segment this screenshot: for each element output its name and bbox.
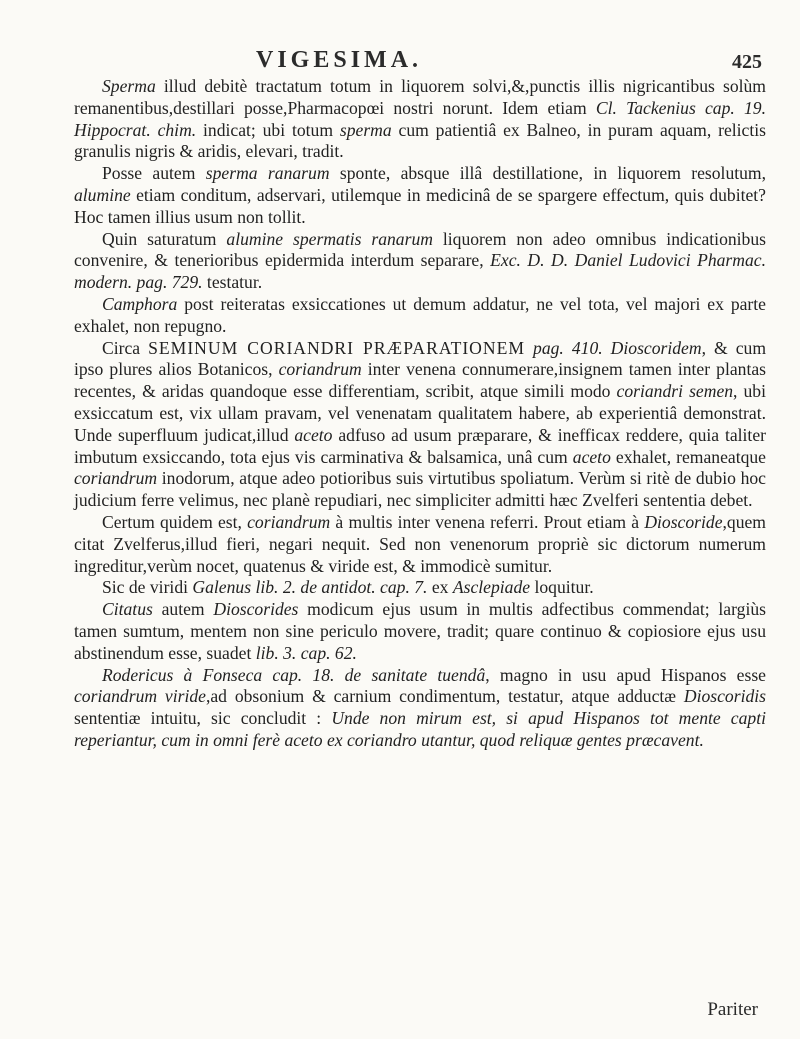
italic-run: alumine spermatis ranarum — [226, 228, 433, 249]
running-head — [0, 47, 800, 77]
italic-run: Citatus — [102, 599, 153, 620]
italic-run: aceto — [572, 446, 611, 467]
italic-run: pag. 410. Dioscoridem — [533, 337, 702, 358]
text-run: inter venena connumerare,insignem tamen inter plantas recentes, & aridas quandoque esse differentiam, scribit, atque simili modo — [74, 359, 766, 402]
text-run: autem — [152, 599, 214, 620]
text-run: post reiteratas exsiccationes ut demum addatur, ne vel tota, vel majori ex parte exhalet, non repugno. — [74, 293, 766, 336]
text-run: Sic de viridi — [102, 577, 193, 598]
text-run: Quin saturatum — [102, 228, 227, 249]
page-number: 425 — [732, 51, 762, 73]
text-run: ,quem citat Zvelferus,illud fieri, negari nequit. Sed non venenorum propriè sic dictorum numerum ingreditur,verùm nocet, quatenus & viride est, & immodicè sumitur. — [74, 511, 766, 576]
text-run: Circa — [102, 337, 149, 358]
text-run: Certum quidem est, — [102, 511, 248, 532]
text-run: adfuso ad usum præparare, & inefficax reddere, quia taliter imbutum exsiccando, tota ejus vis carminativa & balsamica, unâ cum — [74, 424, 766, 467]
text-run: ,ad obsonium & carnium condimentum, testatur, atque adductæ — [205, 686, 684, 707]
paragraph-sperma — [74, 76, 766, 163]
paragraph-coriandri-praeparatio — [74, 338, 766, 512]
text-run: loquitur. — [530, 577, 594, 598]
text-run — [525, 338, 533, 358]
text-run: illud debitè tractatum totum in liquorem solvi,&,punctis illis nigricantibus solùm remanentibus,destillari posse,Pharmacopœi nostri norunt. Idem etiam — [74, 76, 766, 118]
italic-run: Camphora — [102, 293, 178, 314]
italic-run: Exc. D. D. Daniel Ludovici Pharmac. modern. pag. 729. — [74, 250, 766, 293]
text-run: , ubi exsiccatum est, vix ullam pravam, vel venenatam qualitatem habere, ab experientiâ demonstrat. Unde superfluum judicat,illud — [74, 381, 766, 445]
italic-run: alumine — [74, 184, 131, 205]
text-run: ex — [427, 577, 453, 598]
text-run: modicum ejus usum in multis adfectibus commendat; largiùs tamen sumtum, mentem non sine periculo movere, tradit; quare continuo & copiosiore ejus usu abstinendum esse, suadet — [74, 599, 766, 663]
italic-run: Rodericus à Fonseca cap. 18. de sanitate tuendâ — [102, 664, 486, 685]
italic-run: Asclepiade — [452, 577, 531, 598]
text-run: exhalet, remaneatque — [610, 446, 766, 467]
text-run: testatur. — [202, 272, 263, 293]
paragraph-camphora — [74, 294, 766, 338]
text-body — [74, 76, 766, 752]
italic-run: sperma ranarum — [205, 163, 330, 184]
catchword: Pariter — [707, 999, 758, 1020]
text-run: liquorem non adeo omnibus indicationibus convenire, & tenerioribus epidermida interdum separare, — [74, 228, 766, 271]
small-caps-run: SEMINUM CORIANDRI PRÆPARATIONEM — [148, 337, 525, 358]
italic-run: sperma — [339, 119, 392, 140]
text-run: etiam conditum, adservari, utilemque in medicinâ de se spargere effectum, quis dubitet? Hoc tamen illius usum non tollit. — [74, 184, 766, 227]
italic-run: coriandri semen — [616, 381, 734, 402]
text-run: indicat; ubi totum — [196, 119, 340, 140]
text-run: sponte, absque illâ destillatione, in liquorem resolutum, — [329, 163, 767, 184]
text-run: Posse autem — [102, 163, 206, 184]
italic-run: Galenus lib. 2. de antidot. cap. 7. — [192, 577, 428, 598]
text-run: , & cum ipso plures alios Botanicos, — [74, 337, 767, 380]
italic-run: Unde non mirum est, si apud Hispanos tot mente capti reperiantur, cum in omni ferè aceto ex coriandro utantur, quod reliquæ gentes præcavent. — [74, 708, 766, 750]
italic-run: coriandrum — [74, 468, 158, 489]
italic-run: Cl. Tackenius cap. 19. Hippocrat. chim. — [74, 97, 766, 140]
paragraph-dioscorides — [74, 599, 766, 664]
italic-run: Dioscorides — [213, 599, 299, 620]
italic-run: Dioscoridis — [683, 686, 766, 707]
text-run: à multis inter venena referri. Prout etiam à — [330, 511, 645, 532]
paragraph-sperma-ranarum — [74, 163, 766, 228]
italic-run: aceto — [294, 424, 333, 445]
italic-run: Dioscoride — [644, 511, 723, 532]
text-run: cum patientiâ ex Balneo, in puram aquam, relictis granulis nigris & aridis, elevari, tradit. — [74, 119, 766, 162]
italic-run: coriandrum viride — [74, 686, 206, 707]
italic-run: lib. 3. cap. 62. — [255, 642, 357, 663]
text-run: , magno in usu apud Hispanos esse — [485, 664, 766, 685]
running-title: VIGESIMA. — [256, 47, 423, 73]
italic-run: coriandrum — [247, 511, 331, 532]
text-run: sententiæ intuitu, sic concludit : — [74, 708, 332, 729]
italic-run: coriandrum — [278, 359, 362, 380]
paragraph-fonseca — [74, 665, 766, 752]
paragraph-galenus — [74, 577, 766, 599]
paragraph-certum — [74, 512, 766, 577]
italic-run: Sperma — [102, 76, 156, 96]
paragraph-alumine — [74, 229, 766, 294]
text-run: inodorum, atque adeo potioribus suis virtutibus spoliatum. Verùm si ritè de dubio hoc judicium ferre velimus, nec planè repudiari, nec simpliciter admitti hæc Zvelferi sententia debet. — [74, 468, 766, 511]
